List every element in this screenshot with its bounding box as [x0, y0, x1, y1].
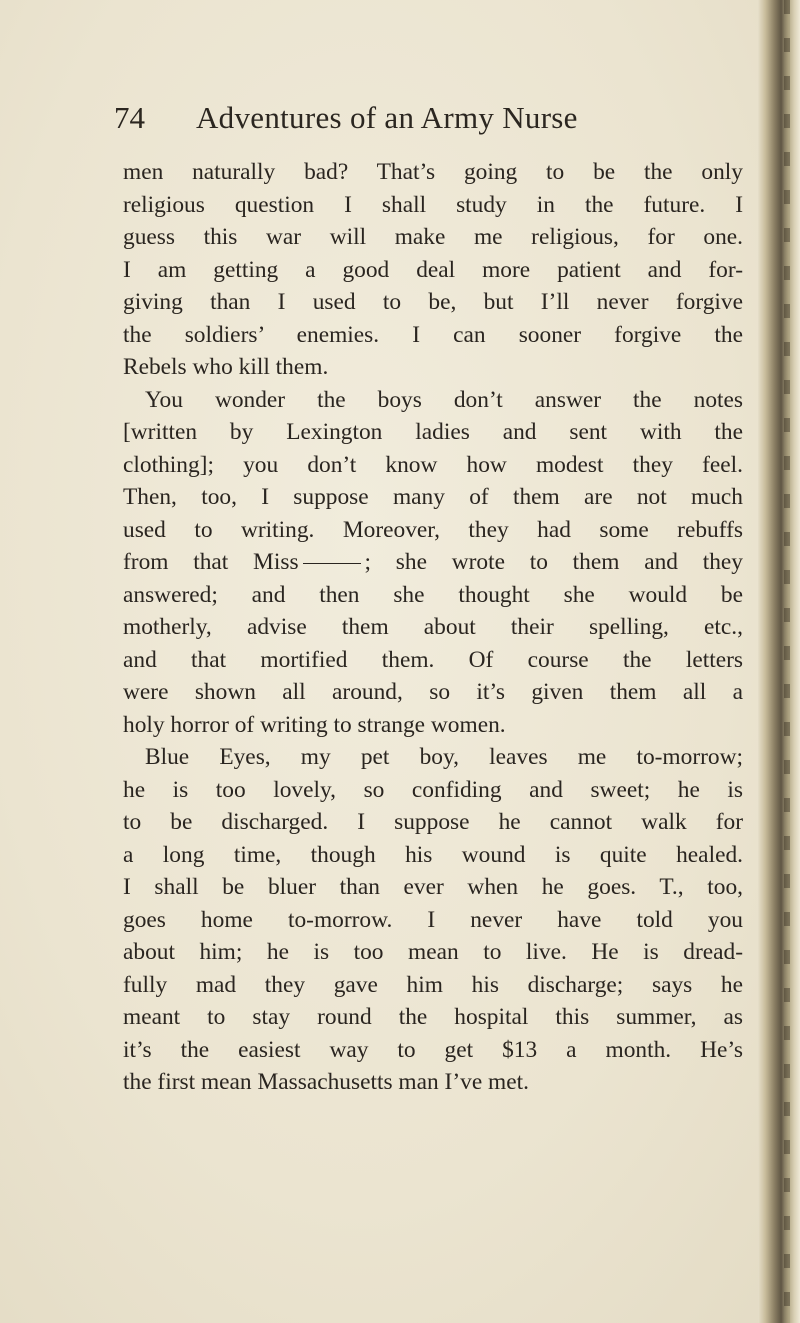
paragraph-3 — [123, 741, 743, 1099]
text-line-with-blank — [123, 546, 743, 579]
text-line: and that mortified them. Of course the letters — [123, 646, 743, 673]
text-line: to be discharged. I suppose he cannot walk for — [123, 809, 743, 835]
text-line: goes home to-morrow. I never have told you — [123, 906, 743, 933]
body-text — [123, 156, 743, 1099]
text-line: motherly, advise them about their spelling, etc., — [123, 614, 743, 640]
text-line: the first mean Massachusetts man I’ve met. — [123, 1069, 529, 1095]
text-line: holy horror of writing to strange women. — [123, 711, 506, 738]
binding-shadow — [784, 0, 790, 1323]
text-line: Rebels who kill them. — [123, 354, 329, 380]
paragraph-2 — [123, 384, 743, 742]
name-blank-dash — [303, 563, 361, 564]
text-line: used to writing. Moreover, they had some rebuffs — [123, 516, 743, 543]
text-line: it’s the easiest way to get $13 a month. He’s — [123, 1036, 743, 1063]
text-line: giving than I used to be, but I’ll never forgive — [123, 289, 743, 315]
text-line: answered; and then she thought she would be — [123, 581, 743, 608]
text-line: a long time, though his wound is quite healed. — [123, 841, 743, 868]
text-line: Then, too, I suppose many of them are not much — [123, 484, 743, 510]
paragraph-1 — [123, 156, 743, 384]
page-number: 74 — [114, 100, 145, 135]
text-line: guess this war will make me religious, for one. — [123, 224, 743, 250]
text-line: meant to stay round the hospital this summer, as — [123, 1004, 743, 1030]
text-line: clothing]; you don’t know how modest they feel. — [123, 451, 743, 478]
text-line: men naturally bad? That’s going to be the only — [123, 159, 743, 185]
text-line: Blue Eyes, my pet boy, leaves me to-morrow; — [145, 744, 743, 770]
text-line: fully mad they gave him his discharge; says he — [123, 971, 743, 998]
text-line: [written by Lexington ladies and sent with the — [123, 419, 743, 445]
text-line: were shown all around, so it’s given them all a — [123, 679, 743, 705]
text-line: the soldiers’ enemies. I can sooner forgive the — [123, 321, 743, 348]
text-line: You wonder the boys don’t answer the notes — [145, 386, 743, 413]
running-head — [114, 98, 714, 138]
text-line: about him; he is too mean to live. He is dread- — [123, 939, 743, 965]
text-line: I shall be bluer than ever when he goes. T., too, — [123, 874, 743, 900]
text-fragment: ; she wrote to them and they — [364, 549, 743, 575]
text-line: he is too lovely, so confiding and sweet; he is — [123, 776, 743, 803]
text-line: I am getting a good deal more patient and for- — [123, 256, 743, 283]
running-head-title: Adventures of an Army Nurse — [196, 100, 578, 135]
text-fragment: from that Miss — [123, 549, 299, 575]
page-binding-edge — [758, 0, 800, 1323]
text-line: religious question I shall study in the future. I — [123, 191, 743, 218]
